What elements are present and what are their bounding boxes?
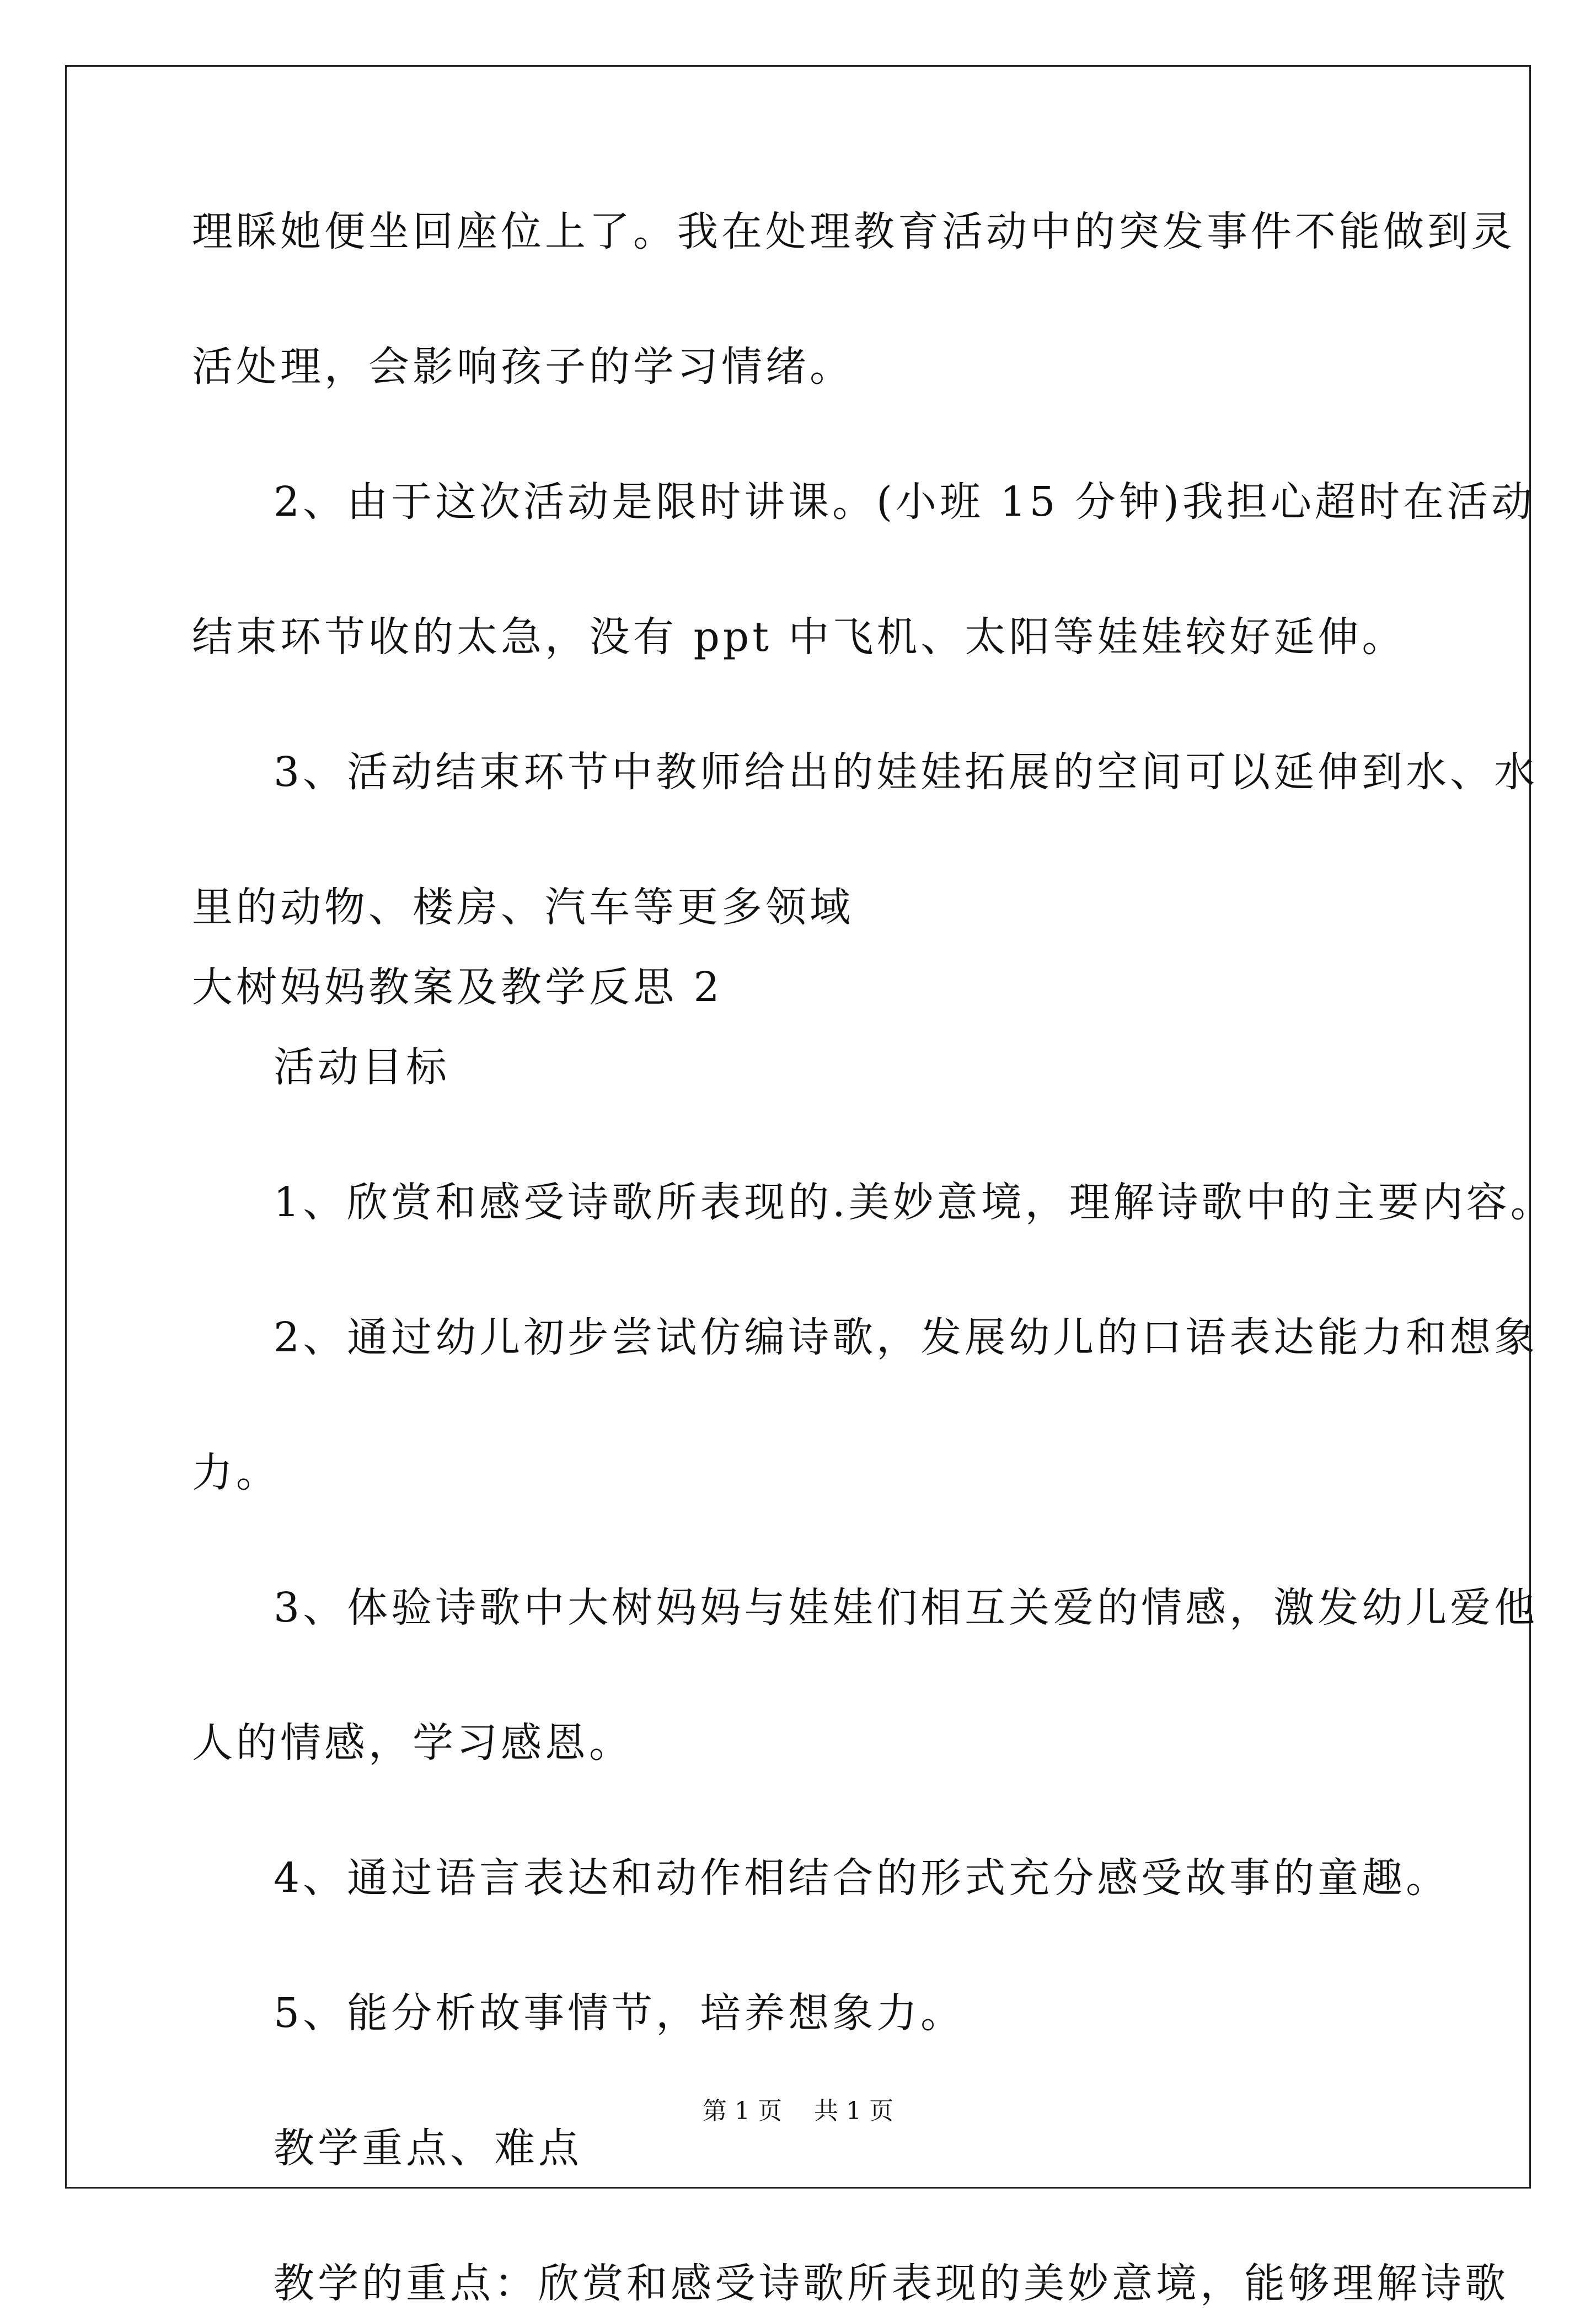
document-body (192, 204, 1555, 2311)
text-line: 3、体验诗歌中大树妈妈与娃娃们相互关爱的情感，激发幼儿爱他 (274, 1584, 1539, 1631)
text-line: 2、由于这次活动是限时讲课。(小班 15 分钟)我担心超时在活动 (274, 478, 1536, 526)
text-line: 人的情感，学习感恩。 (192, 1719, 633, 1767)
text-line: 教学的重点：欣赏和感受诗歌所表现的美妙意境，能够理解诗歌 (274, 2260, 1509, 2307)
subheading: 活动目标 (274, 1044, 450, 1091)
text-line: 里的动物、楼房、汽车等更多领域 (192, 884, 854, 931)
text-line: 4、通过语言表达和动作相结合的形式充分感受故事的童趣。 (274, 1854, 1450, 1902)
text-line: 结束环节收的太急，没有 ppt 中飞机、太阳等娃娃较好延伸。 (192, 613, 1406, 661)
subheading: 教学重点、难点 (274, 2125, 582, 2172)
page-number: 第 1 页 (703, 2097, 782, 2125)
text-line: 力。 (192, 1449, 280, 1496)
text-line: 1、欣赏和感受诗歌所表现的.美妙意境，理解诗歌中的主要内容。 (274, 1179, 1555, 1226)
text-line: 5、能分析故事情节，培养想象力。 (274, 1989, 965, 2037)
text-line: 活处理，会影响孩子的学习情绪。 (192, 343, 854, 390)
page-footer (0, 2096, 1596, 2127)
section-heading: 大树妈妈教案及教学反思 2 (192, 964, 723, 1011)
text-line: 2、通过幼儿初步尝试仿编诗歌，发展幼儿的口语表达能力和想象 (274, 1314, 1539, 1361)
page-total: 共 1 页 (814, 2097, 893, 2125)
text-line: 3、活动结束环节中教师给出的娃娃拓展的空间可以延伸到水、水 (274, 748, 1539, 796)
text-line: 理睬她便坐回座位上了。我在处理教育活动中的突发事件不能做到灵 (192, 208, 1515, 255)
